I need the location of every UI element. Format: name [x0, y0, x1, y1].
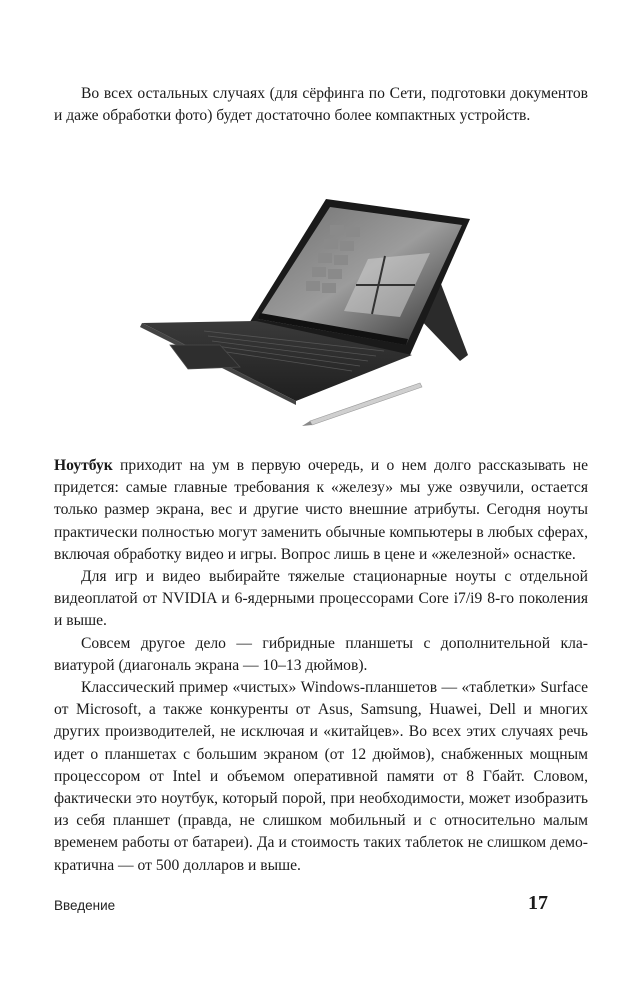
body-text-block	[54, 455, 588, 877]
laptop-paragraph-text: приходит на ум в первую очередь, и о нем долго рассказывать не придется: самые главные требования к «железу» мы уже озвучили, остается только размер экрана, вес и другие чисто внешние атрибуты. Сегодня ноуты практически полностью могут заменить обычные компьютеры в любых сферах, включая обработку видео и игры. Вопрос лишь в цене и «железной» оснастке.	[54, 457, 588, 563]
tablet-with-keyboard-illustration	[130, 195, 475, 435]
page-number: 17	[528, 892, 548, 914]
laptop-paragraph	[54, 455, 588, 566]
intro-text-block	[54, 83, 588, 127]
gaming-laptops-paragraph: Для игр и видео выбирайте тяжелые стационарные ноуты с отдельной видеоплатой от NVIDIA и 6-ядерными процессорами Core i7/i9 8-го поколения и выше.	[54, 568, 588, 630]
hybrid-tablets-paragraph: Совсем другое дело — гибридные планшеты с дополнительной клавиатурой (диагональ экрана — 10–13 дюймов).	[54, 634, 588, 674]
laptop-term: Ноутбук	[54, 457, 113, 474]
footer-section-title: Введение	[54, 898, 116, 913]
windows-tablets-paragraph: Классический пример «чистых» Windows-планшетов — «таблетки» Surface от Microsoft, а также конкуренты от Asus, Samsung, Huawei, Dell и многих других производителей, не исключая и «китайцев». Во всех этих случаях речь идет о планшетах с большим экраном (от 12 дюймов), снабженных мощным процессором от Intel и объемом оперативной памяти от 8 Гбайт. Словом, фактически это ноутбук, который порой, при необходимости, может изобразить из себя планшет (правда, не слишком мобильный и с относительно малым временем работы от батареи). Да и стоимость таких таблеток не слишком демократична — от 500 долларов и выше.	[54, 679, 588, 874]
intro-paragraph: Во всех остальных случаях (для сёрфинга по Сети, подготовки документов и даже обработки фото) будет достаточно более компактных устройств.	[54, 85, 588, 125]
